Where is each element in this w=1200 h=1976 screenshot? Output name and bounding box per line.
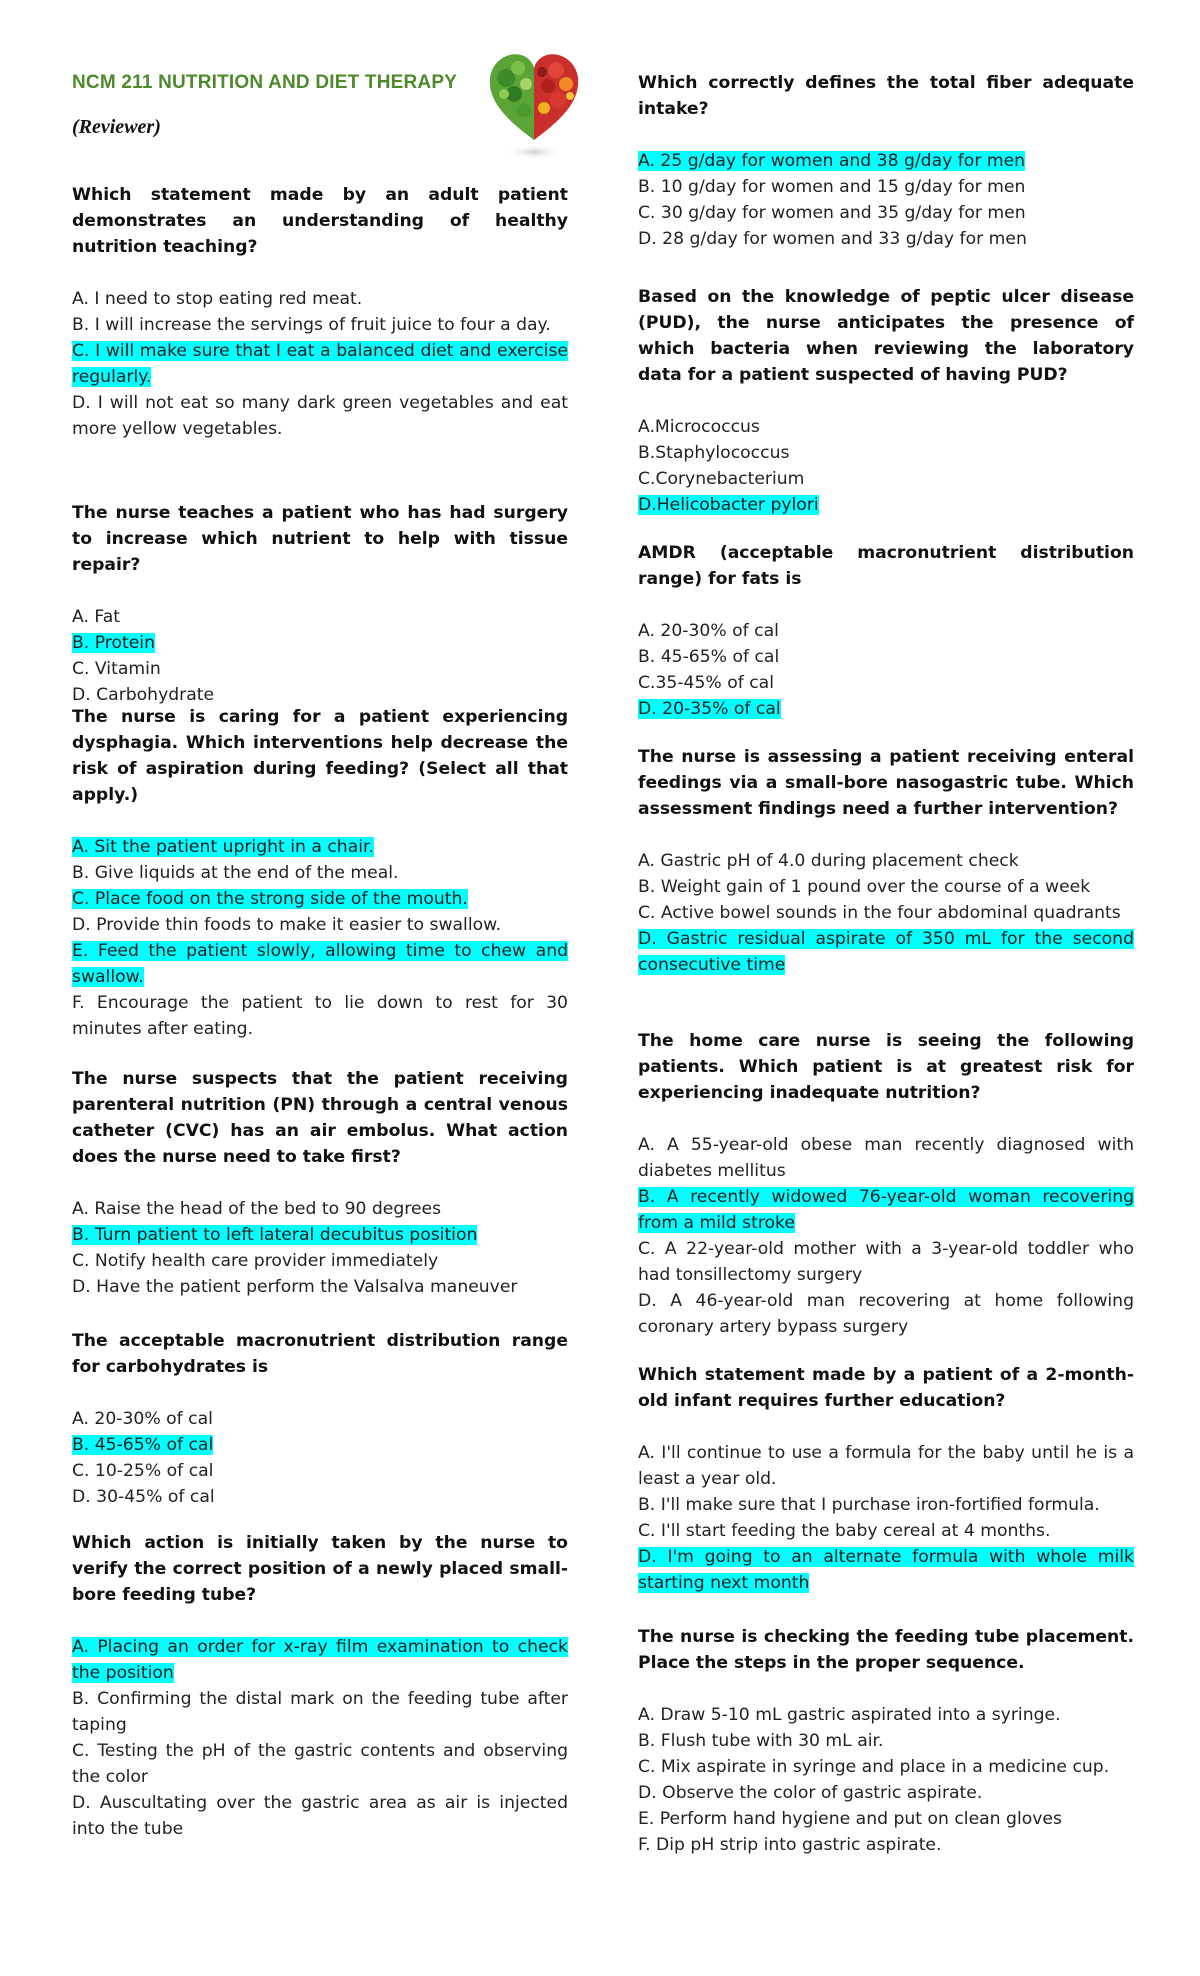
answer-option-text: D. I'm going to an alternate formula with whole milk starting next month bbox=[638, 1547, 1134, 1593]
answer-option-text: E. Perform hand hygiene and put on clean gloves bbox=[638, 1809, 1062, 1829]
answer-option bbox=[72, 390, 568, 442]
answer-option-text: C. Place food on the strong side of the mouth. bbox=[72, 889, 468, 909]
question-block bbox=[72, 1328, 568, 1510]
answer-option-text: A.Micrococcus bbox=[638, 417, 760, 437]
answer-option-text: A. Draw 5-10 mL gastric aspirated into a syringe. bbox=[638, 1705, 1061, 1725]
question-text: The home care nurse is seeing the following patients. Which patient is at greatest risk for experiencing inadequate nutrition? bbox=[638, 1031, 1134, 1103]
answer-option-text: A. Fat bbox=[72, 607, 120, 627]
answer-option-text: C.Corynebacterium bbox=[638, 469, 805, 489]
answer-option-correct bbox=[72, 1432, 568, 1458]
answer-option bbox=[72, 312, 568, 338]
answer-options bbox=[638, 1702, 1134, 1858]
answer-options bbox=[638, 848, 1134, 978]
question-block bbox=[638, 284, 1134, 518]
answer-options bbox=[72, 1634, 568, 1842]
answer-option-text: B. I will increase the servings of fruit juice to four a day. bbox=[72, 315, 551, 335]
answer-option-text: B. Weight gain of 1 pound over the course of a week bbox=[638, 877, 1091, 897]
answer-options bbox=[638, 414, 1134, 518]
answer-option-text: C. I will make sure that I eat a balanced diet and exercise regularly. bbox=[72, 341, 568, 387]
answer-option bbox=[638, 1728, 1134, 1754]
answer-option-correct bbox=[638, 1184, 1134, 1236]
answer-option-text: D. Have the patient perform the Valsalva maneuver bbox=[72, 1277, 518, 1297]
answer-option-text: B. Confirming the distal mark on the feeding tube after taping bbox=[72, 1689, 568, 1735]
question-block bbox=[72, 182, 568, 442]
answer-option bbox=[638, 670, 1134, 696]
answer-option-text: C. Testing the pH of the gastric contents and observing the color bbox=[72, 1741, 568, 1787]
answer-option-text: A. Sit the patient upright in a chair. bbox=[72, 837, 374, 857]
answer-option-text: C. Notify health care provider immediately bbox=[72, 1251, 439, 1271]
answer-option-text: B. I'll make sure that I purchase iron-fortified formula. bbox=[638, 1495, 1100, 1515]
question-text: The acceptable macronutrient distribution range for carbohydrates is bbox=[72, 1331, 568, 1377]
answer-option bbox=[72, 1458, 568, 1484]
answer-option bbox=[638, 848, 1134, 874]
answer-option-text: C. 10-25% of cal bbox=[72, 1461, 214, 1481]
answer-option bbox=[72, 286, 568, 312]
answer-options bbox=[72, 1196, 568, 1300]
answer-option-correct bbox=[638, 696, 1134, 722]
answer-option-correct bbox=[72, 338, 568, 390]
answer-option-text: C. I'll start feeding the baby cereal at 4 months. bbox=[638, 1521, 1051, 1541]
answer-option bbox=[638, 1236, 1134, 1288]
answer-option bbox=[72, 1484, 568, 1510]
answer-option-text: B. 45-65% of cal bbox=[72, 1435, 214, 1455]
answer-option-text: B. Turn patient to left lateral decubitus position bbox=[72, 1225, 478, 1245]
answer-option-text: D. Provide thin foods to make it easier to swallow. bbox=[72, 915, 502, 935]
answer-option bbox=[72, 1686, 568, 1738]
answer-option-correct bbox=[72, 630, 568, 656]
answer-option-correct bbox=[72, 1222, 568, 1248]
answer-option bbox=[72, 604, 568, 630]
answer-option-text: D. I will not eat so many dark green vegetables and eat more yellow vegetables. bbox=[72, 393, 568, 439]
document-subtitle: (Reviewer) bbox=[72, 116, 161, 138]
answer-option-text: D. 20-35% of cal bbox=[638, 699, 781, 719]
answer-option-text: A. I need to stop eating red meat. bbox=[72, 289, 363, 309]
answer-option-text: D. 30-45% of cal bbox=[72, 1487, 215, 1507]
answer-option-correct bbox=[638, 926, 1134, 978]
question-block bbox=[638, 1028, 1134, 1340]
question-block bbox=[72, 1530, 568, 1842]
answer-option-correct bbox=[638, 148, 1134, 174]
answer-option-text: A. 20-30% of cal bbox=[638, 621, 779, 641]
answer-options bbox=[72, 604, 568, 708]
answer-option bbox=[638, 1132, 1134, 1184]
answer-option-text: B.Staphylococcus bbox=[638, 443, 790, 463]
answer-option-text: C. Vitamin bbox=[72, 659, 161, 679]
answer-options bbox=[638, 1440, 1134, 1596]
answer-option-text: F. Encourage the patient to lie down to rest for 30 minutes after eating. bbox=[72, 993, 568, 1039]
answer-option-text: F. Dip pH strip into gastric aspirate. bbox=[638, 1835, 942, 1855]
answer-options bbox=[72, 1406, 568, 1510]
answer-option-text: C. 30 g/day for women and 35 g/day for men bbox=[638, 203, 1026, 223]
answer-option bbox=[638, 1440, 1134, 1492]
answer-option-correct bbox=[638, 492, 1134, 518]
answer-option-correct bbox=[638, 1544, 1134, 1596]
question-text: Which action is initially taken by the nurse to verify the correct position of a newly placed small-bore feeding tube? bbox=[72, 1533, 568, 1605]
answer-option-text: C. A 22-year-old mother with a 3-year-old toddler who had tonsillectomy surgery bbox=[638, 1239, 1134, 1285]
answer-option-text: C. Mix aspirate in syringe and place in a medicine cup. bbox=[638, 1757, 1110, 1777]
answer-options bbox=[72, 834, 568, 1042]
answer-option bbox=[72, 656, 568, 682]
answer-option bbox=[638, 1806, 1134, 1832]
answer-option-text: A. 25 g/day for women and 38 g/day for men bbox=[638, 151, 1026, 171]
answer-option bbox=[638, 1518, 1134, 1544]
answer-option-text: B. Flush tube with 30 mL air. bbox=[638, 1731, 884, 1751]
answer-options bbox=[638, 1132, 1134, 1340]
question-block bbox=[72, 704, 568, 1042]
question-block bbox=[72, 1066, 568, 1300]
question-text: The nurse suspects that the patient receiving parenteral nutrition (PN) through a central venous catheter (CVC) has an air embolus. What action does the nurse need to take first? bbox=[72, 1069, 568, 1167]
answer-option bbox=[638, 200, 1134, 226]
answer-option bbox=[72, 1790, 568, 1842]
answer-option-text: D. Gastric residual aspirate of 350 mL for the second consecutive time bbox=[638, 929, 1134, 975]
answer-options bbox=[638, 148, 1134, 252]
question-block bbox=[72, 500, 568, 708]
answer-option-correct bbox=[72, 886, 568, 912]
answer-option-text: A. Gastric pH of 4.0 during placement check bbox=[638, 851, 1019, 871]
answer-option bbox=[72, 1274, 568, 1300]
answer-options bbox=[72, 286, 568, 442]
answer-option-text: A. Raise the head of the bed to 90 degrees bbox=[72, 1199, 442, 1219]
answer-option-text: A. 20-30% of cal bbox=[72, 1409, 213, 1429]
answer-option-text: C.35-45% of cal bbox=[638, 673, 774, 693]
question-text: Based on the knowledge of peptic ulcer disease (PUD), the nurse anticipates the presence of which bacteria when reviewing the laboratory data for a patient suspected of having PUD? bbox=[638, 287, 1134, 385]
question-text: The nurse is caring for a patient experiencing dysphagia. Which interventions help decrease the risk of aspiration during feeding? (Select all that apply.) bbox=[72, 707, 568, 805]
question-block bbox=[638, 1362, 1134, 1596]
question-text: Which statement made by an adult patient demonstrates an understanding of healthy nutrition teaching? bbox=[72, 185, 568, 257]
answer-option-text: A. Placing an order for x-ray film examination to check the position bbox=[72, 1637, 568, 1683]
answer-option-text: B. Protein bbox=[72, 633, 155, 653]
answer-option-text: D.Helicobacter pylori bbox=[638, 495, 819, 515]
answer-option bbox=[638, 1492, 1134, 1518]
answer-option-text: E. Feed the patient slowly, allowing time to chew and swallow. bbox=[72, 941, 568, 987]
answer-option-correct bbox=[72, 834, 568, 860]
answer-option bbox=[638, 1832, 1134, 1858]
answer-option bbox=[72, 860, 568, 886]
answer-option-correct bbox=[72, 1634, 568, 1686]
answer-option-text: B. 10 g/day for women and 15 g/day for men bbox=[638, 177, 1026, 197]
answer-option bbox=[72, 1406, 568, 1432]
answer-option bbox=[638, 1702, 1134, 1728]
question-text: The nurse teaches a patient who has had surgery to increase which nutrient to help with tissue repair? bbox=[72, 503, 568, 575]
answer-option-text: A. I'll continue to use a formula for the baby until he is a least a year old. bbox=[638, 1443, 1134, 1489]
answer-option-text: A. A 55-year-old obese man recently diagnosed with diabetes mellitus bbox=[638, 1135, 1134, 1181]
answer-option bbox=[638, 226, 1134, 252]
answer-option-text: B. 45-65% of cal bbox=[638, 647, 780, 667]
answer-option-text: D. Auscultating over the gastric area as air is injected into the tube bbox=[72, 1793, 568, 1839]
question-text: The nurse is assessing a patient receiving enteral feedings via a small-bore nasogastric tube. Which assessment findings need a further intervention? bbox=[638, 747, 1134, 819]
answer-option bbox=[638, 874, 1134, 900]
question-text: AMDR (acceptable macronutrient distribution range) for fats is bbox=[638, 543, 1134, 589]
answer-option bbox=[72, 1196, 568, 1222]
answer-option bbox=[638, 174, 1134, 200]
answer-option-text: D. 28 g/day for women and 33 g/day for men bbox=[638, 229, 1027, 249]
answer-option bbox=[638, 900, 1134, 926]
answer-option bbox=[638, 414, 1134, 440]
question-block bbox=[638, 540, 1134, 722]
answer-option bbox=[638, 644, 1134, 670]
question-text: Which statement made by a patient of a 2-month-old infant requires further education? bbox=[638, 1365, 1134, 1411]
answer-option bbox=[638, 440, 1134, 466]
answer-option-text: D. Observe the color of gastric aspirate. bbox=[638, 1783, 983, 1803]
answer-option-text: D. A 46-year-old man recovering at home following coronary artery bypass surgery bbox=[638, 1291, 1134, 1337]
answer-option bbox=[72, 1738, 568, 1790]
answer-option-text: B. A recently widowed 76-year-old woman recovering from a mild stroke bbox=[638, 1187, 1134, 1233]
vegetable-heart-icon bbox=[484, 44, 584, 162]
answer-option bbox=[638, 1780, 1134, 1806]
question-text: The nurse is checking the feeding tube placement. Place the steps in the proper sequence. bbox=[638, 1627, 1134, 1673]
answer-option-text: B. Give liquids at the end of the meal. bbox=[72, 863, 399, 883]
question-text: Which correctly defines the total fiber adequate intake? bbox=[638, 73, 1134, 119]
answer-option bbox=[72, 912, 568, 938]
answer-options bbox=[638, 618, 1134, 722]
answer-option bbox=[638, 1754, 1134, 1780]
answer-option bbox=[638, 466, 1134, 492]
answer-option-text: D. Carbohydrate bbox=[72, 685, 215, 705]
question-block bbox=[638, 1624, 1134, 1858]
question-block bbox=[638, 744, 1134, 978]
question-block bbox=[638, 70, 1134, 252]
document-title: NCM 211 NUTRITION AND DIET THERAPY bbox=[72, 72, 458, 93]
answer-option-correct bbox=[72, 938, 568, 990]
answer-option bbox=[72, 990, 568, 1042]
answer-option-text: C. Active bowel sounds in the four abdominal quadrants bbox=[638, 903, 1121, 923]
answer-option bbox=[638, 618, 1134, 644]
answer-option bbox=[638, 1288, 1134, 1340]
answer-option bbox=[72, 1248, 568, 1274]
